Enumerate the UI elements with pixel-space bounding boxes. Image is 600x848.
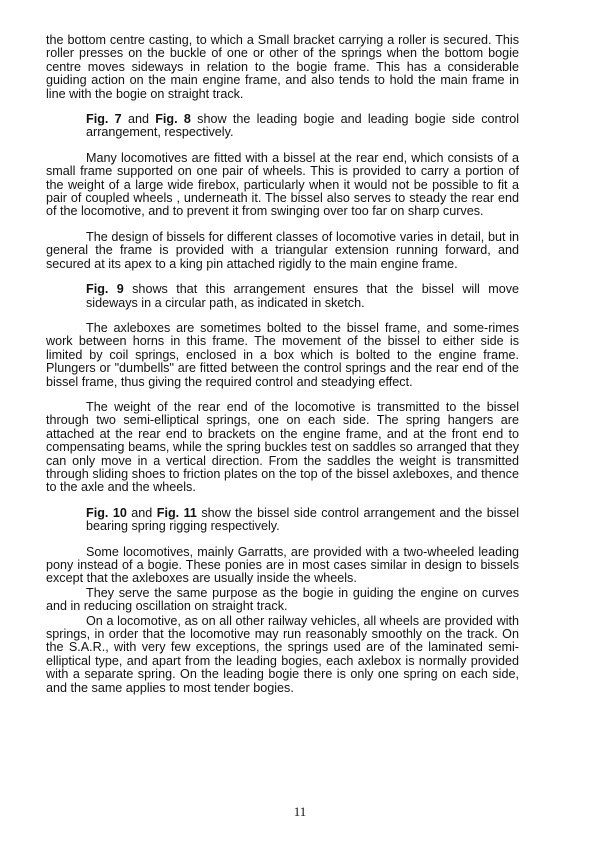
conjunction: and bbox=[121, 112, 156, 127]
paragraph-figure-10-11 bbox=[46, 507, 519, 534]
figure-ref-10: Fig. 10 bbox=[86, 505, 127, 520]
paragraph-1: the bottom centre casting, to which a Small bracket carrying a roller is secured. This roller presses on the buckle of one or other of the springs when the bottom bogie centre moves sideways in relation to the bogie frame. This has a considerable guiding action on the main engine frame, and also tends to hold the main frame in line with the bogie on straight track. bbox=[46, 33, 519, 101]
paragraph-weight-transmission: The weight of the rear end of the locomotive is transmitted to the bissel through two semi-elliptical springs, one on each side. The spring hangers are attached at the rear end to brackets on the engine frame, and at the front end to compensating beams, while the spring buckles test on saddles so arranged that they can only move in a vertical direction. From the saddles the weight is transmitted through sliding shoes to friction plates on the top of the bissel axleboxes, and thence to the axle and the wheels. bbox=[46, 399, 519, 495]
figure-ref-11: Fig. 11 bbox=[156, 505, 197, 520]
conjunction: and bbox=[126, 505, 157, 520]
page-number: 11 bbox=[293, 804, 307, 819]
paragraph-pony-purpose: They serve the same purpose as the bogie in guiding the engine on curves and in reducing oscillation on straight track. bbox=[46, 585, 519, 614]
figure-10-11-text: show the bissel side control arrangement and the bissel bearing spring rigging respectively. bbox=[86, 505, 520, 534]
paragraph-figure-9 bbox=[46, 283, 519, 310]
paragraph-pony: Some locomotives, mainly Garratts, are provided with a two-wheeled leading pony instead of a bogie. These ponies are in most cases similar in design to bissels except that the axleboxes are usually inside the wheels. bbox=[46, 544, 519, 586]
paragraph-figure-7-8 bbox=[46, 113, 519, 140]
paragraph-bissel-intro: Many locomotives are fitted with a bissel at the rear end, which consists of a small frame supported on one pair of wheels. This is provided to carry a portion of the weight of a large wide firebox, particularly when it would not be possible to fit a pair of coupled wheels , underneath it. The bissel also serves to steady the rear end of the locomotive, and to prevent it from swinging over too far on sharp curves. bbox=[46, 150, 519, 219]
paragraph-bissel-design: The design of bissels for different classes of locomotive varies in detail, but in general the frame is provided with a triangular extension running forward, and secured at its apex to a king pin attached rigidly to the main engine frame. bbox=[46, 229, 519, 271]
paragraph-springs: On a locomotive, as on all other railway vehicles, all wheels are provided with springs, in order that the locomotive may run reasonably smoothly on the track. On the S.A.R., with very few exceptions, the springs used are of the laminated semi-elliptical type, and apart from the leading bogies, each axlebox is normally provided with a separate spring. On the leading bogie there is only one spring on each side, and the same applies to most tender bogies. bbox=[46, 613, 519, 695]
document-body bbox=[46, 34, 519, 695]
figure-ref-9: Fig. 9 bbox=[86, 282, 124, 297]
paragraph-axleboxes: The axleboxes are sometimes bolted to the bissel frame, and some-rimes work between horns in this frame. The movement of the bissel to either side is limited by coil springs, enclosed in a box which is bolted to the engine frame. Plungers or "dumbells" are fitted between the control springs and the rear end of the bissel frame, thus giving the required control and steadying effect. bbox=[46, 320, 519, 389]
figure-ref-8: Fig. 8 bbox=[155, 112, 191, 127]
figure-ref-7: Fig. 7 bbox=[86, 112, 122, 127]
figure-9-text: shows that this arrangement ensures that the bissel will move sideways in a circular path, as indicated in sketch. bbox=[86, 282, 519, 310]
figure-7-8-text: show the leading bogie and leading bogie side control arrangement, respectively. bbox=[86, 112, 520, 140]
